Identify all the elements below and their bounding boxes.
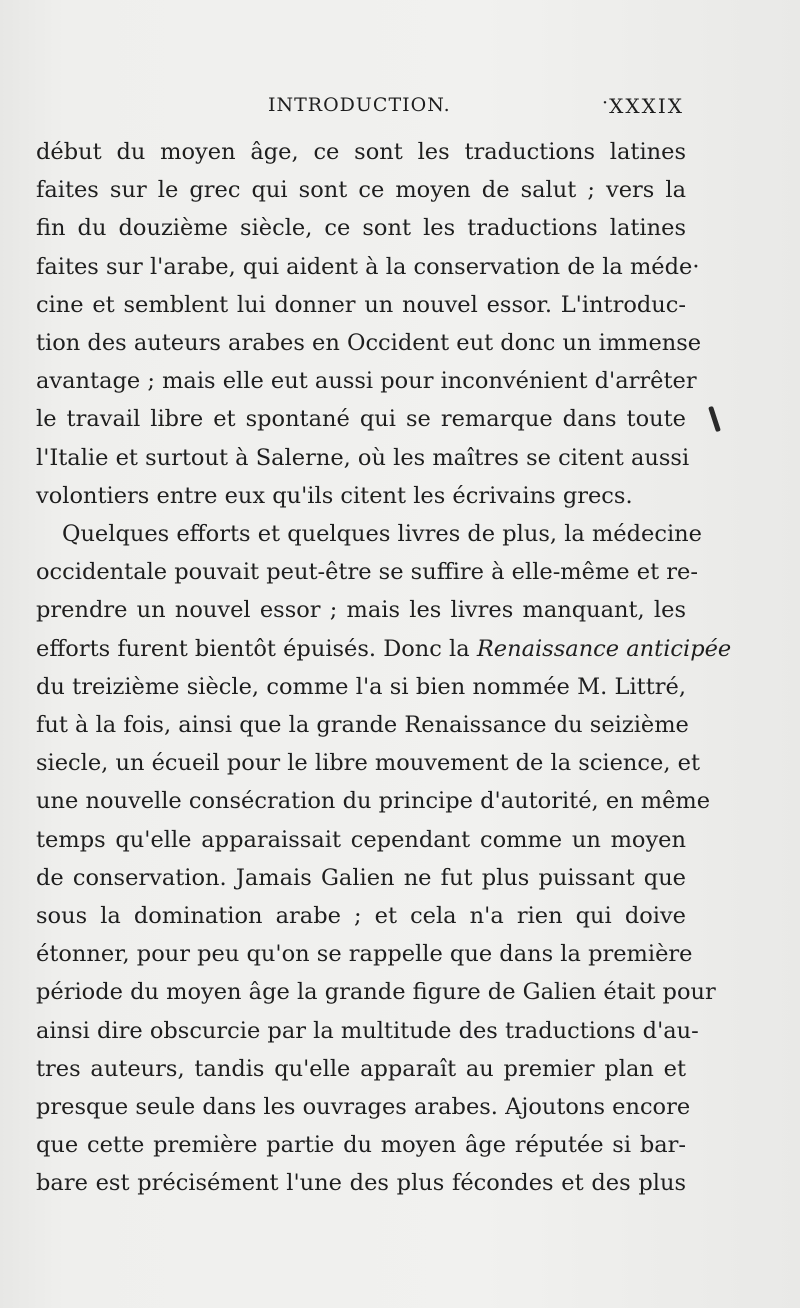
text-line: début du moyen âge, ce sont les traductions latines	[36, 139, 686, 165]
running-title: INTRODUCTION.	[268, 94, 451, 116]
body-text	[36, 133, 732, 1203]
header-separator: ·	[602, 92, 609, 114]
italic-phrase: Renaissance anticipée	[476, 635, 732, 662]
text-line: presque seule dans les ouvrages arabes. Ajoutons encore	[36, 1094, 691, 1121]
text-line-with-italic	[36, 630, 732, 668]
text-line: siecle, un écueil pour le libre mouvement de la science, et	[36, 750, 701, 777]
line-lead: efforts furent bientôt épuisés. Donc la	[36, 635, 477, 662]
text-line: une nouvelle consécration du principe d'autorité, en même	[36, 788, 711, 815]
text-line: étonner, pour peu qu'on se rappelle que dans la première	[36, 941, 693, 968]
text-line: Quelques efforts et quelques livres de plus, la médecine	[62, 521, 702, 548]
text-line: avantage ; mais elle eut aussi pour inconvénient d'arrêter	[36, 368, 697, 395]
text-line: que cette première partie du moyen âge réputée si bar-	[36, 1132, 686, 1159]
text-line: bare est précisément l'une des plus fécondes et des plus	[36, 1170, 686, 1197]
text-line: faites sur l'arabe, qui aident à la conservation de la méde·	[36, 253, 700, 280]
text-line: prendre un nouvel essor ; mais les livres manquant, les	[36, 597, 686, 624]
text-line: fin du douzième siècle, ce sont les traductions latines	[36, 215, 686, 242]
running-header	[36, 94, 684, 126]
text-line: temps qu'elle apparaissait cependant comme un moyen	[36, 826, 686, 853]
text-line: faites sur le grec qui sont ce moyen de salut ; vers la	[36, 177, 686, 204]
margin-pencil-mark	[708, 406, 721, 432]
text-line: de conservation. Jamais Galien ne fut plus puissant que	[36, 864, 686, 891]
text-line: le travail libre et spontané qui se remarque dans toute	[36, 406, 686, 433]
text-line: volontiers entre eux qu'ils citent les écrivains grecs.	[36, 482, 633, 509]
page-number: XXXIX	[609, 94, 684, 118]
text-line: du treizième siècle, comme l'a si bien nommée M. Littré,	[36, 673, 686, 700]
text-line: cine et semblent lui donner un nouvel essor. L'introduc-	[36, 291, 686, 318]
text-line: tion des auteurs arabes en Occident eut donc un immense	[36, 330, 702, 357]
text-line: l'Italie et surtout à Salerne, où les maîtres se citent aussi	[36, 444, 690, 471]
text-line: sous la domination arabe ; et cela n'a rien qui doive	[36, 903, 686, 930]
text-line: occidentale pouvait peut-être se suffire à elle-même et re-	[36, 559, 698, 586]
text-line: période du moyen âge la grande figure de Galien était pour	[36, 979, 716, 1006]
text-line: tres auteurs, tandis qu'elle apparaît au premier plan et	[36, 1055, 686, 1082]
text-line: ainsi dire obscurcie par la multitude des traductions d'au-	[36, 1017, 699, 1044]
text-line: fut à la fois, ainsi que la grande Renaissance du seizième	[36, 712, 689, 739]
